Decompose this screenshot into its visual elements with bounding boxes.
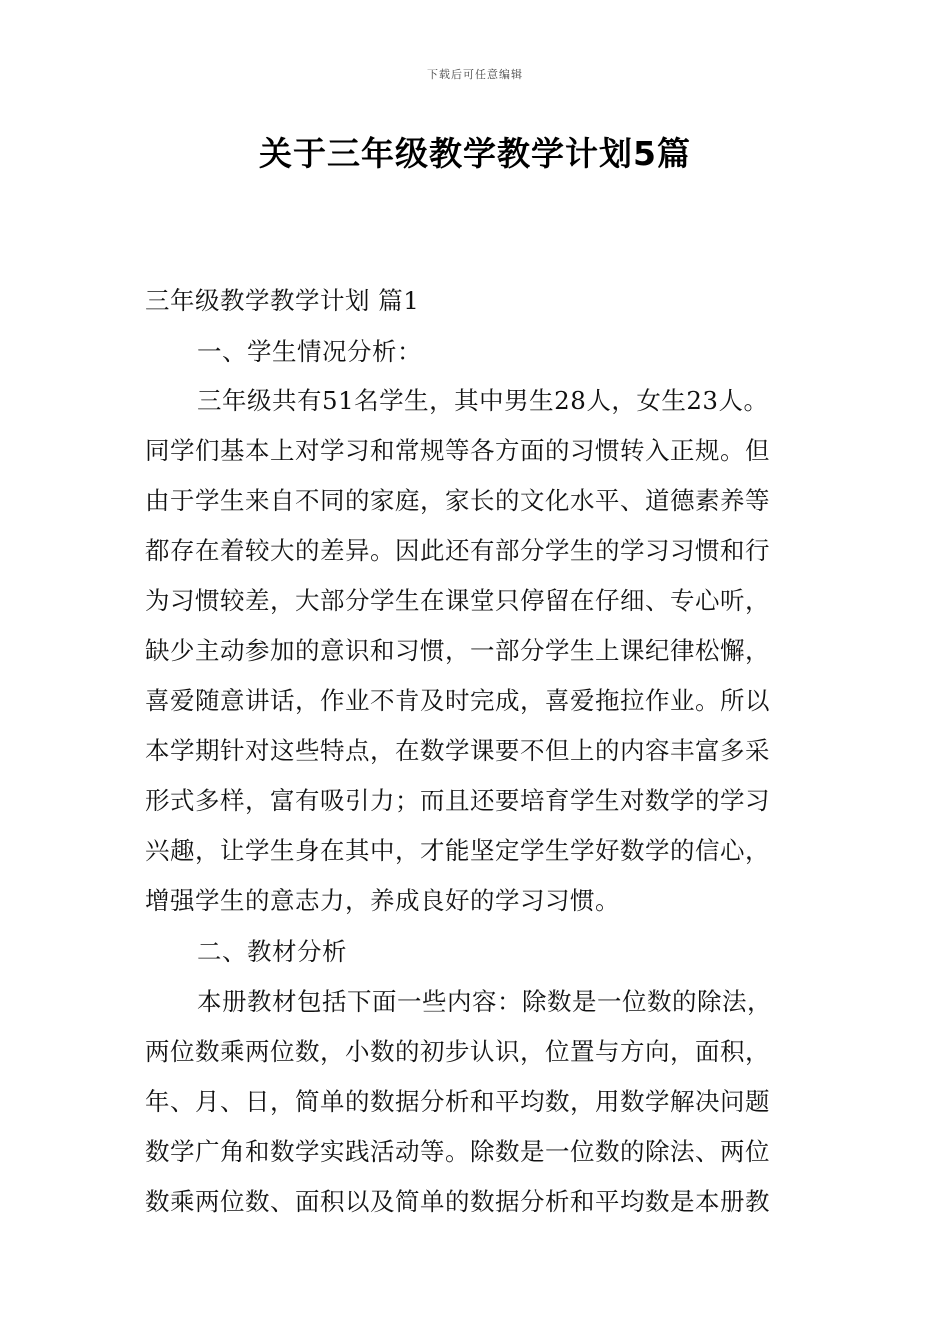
paragraph-line: 形式多样，富有吸引力；而且还要培育学生对数学的学习: [145, 786, 770, 815]
heading-textbook-analysis-text: 二、教材分析: [197, 937, 347, 966]
paragraph-line: 为习惯较差，大部分学生在课堂只停留在仔细、专心听，: [145, 586, 770, 615]
paragraph-line: 数学广角和数学实践活动等。除数是一位数的除法、两位: [145, 1137, 770, 1166]
paragraph-line: 都存在着较大的差异。因此还有部分学生的学习习惯和行: [145, 536, 770, 565]
section-title-text: 三年级教学教学计划 篇1: [145, 286, 420, 315]
heading-textbook-analysis: [145, 927, 810, 977]
header-note: 下载后可任意编辑: [427, 68, 523, 81]
paragraph-line: 三年级共有51名学生，其中男生28人，女生23人。: [197, 386, 769, 415]
heading-student-analysis-text: 一、学生情况分析：: [197, 337, 422, 366]
paragraph-line: 喜爱随意讲话，作业不肯及时完成，喜爱拖拉作业。所以: [145, 686, 770, 715]
paragraph-line: 同学们基本上对学习和常规等各方面的习惯转入正规。但: [145, 436, 770, 465]
paragraph-line: 年、月、日，简单的数据分析和平均数，用数学解决问题: [145, 1087, 770, 1116]
heading-student-analysis: [145, 327, 810, 377]
section-title: [145, 276, 810, 326]
paragraph-line: 缺少主动参加的意识和习惯，一部分学生上课纪律松懈，: [145, 636, 770, 665]
paragraph-line: 本册教材包括下面一些内容：除数是一位数的除法，: [197, 987, 772, 1016]
paragraph-line: 增强学生的意志力，养成良好的学习习惯。: [145, 886, 620, 915]
paragraph-student-analysis: [145, 376, 810, 926]
paragraph-line: 由于学生来自不同的家庭，家长的文化水平、道德素养等: [145, 486, 770, 515]
paragraph-line: 兴趣，让学生身在其中，才能坚定学生学好数学的信心，: [145, 836, 770, 865]
paragraph-line: 两位数乘两位数，小数的初步认识，位置与方向，面积，: [145, 1037, 770, 1066]
document-title: 关于三年级教学教学计划5篇: [259, 134, 691, 173]
paragraph-line: 本学期针对这些特点，在数学课要不但上的内容丰富多采: [145, 736, 770, 765]
paragraph-line: 数乘两位数、面积以及简单的数据分析和平均数是本册教: [145, 1187, 770, 1216]
paragraph-textbook-analysis: [145, 977, 810, 1227]
